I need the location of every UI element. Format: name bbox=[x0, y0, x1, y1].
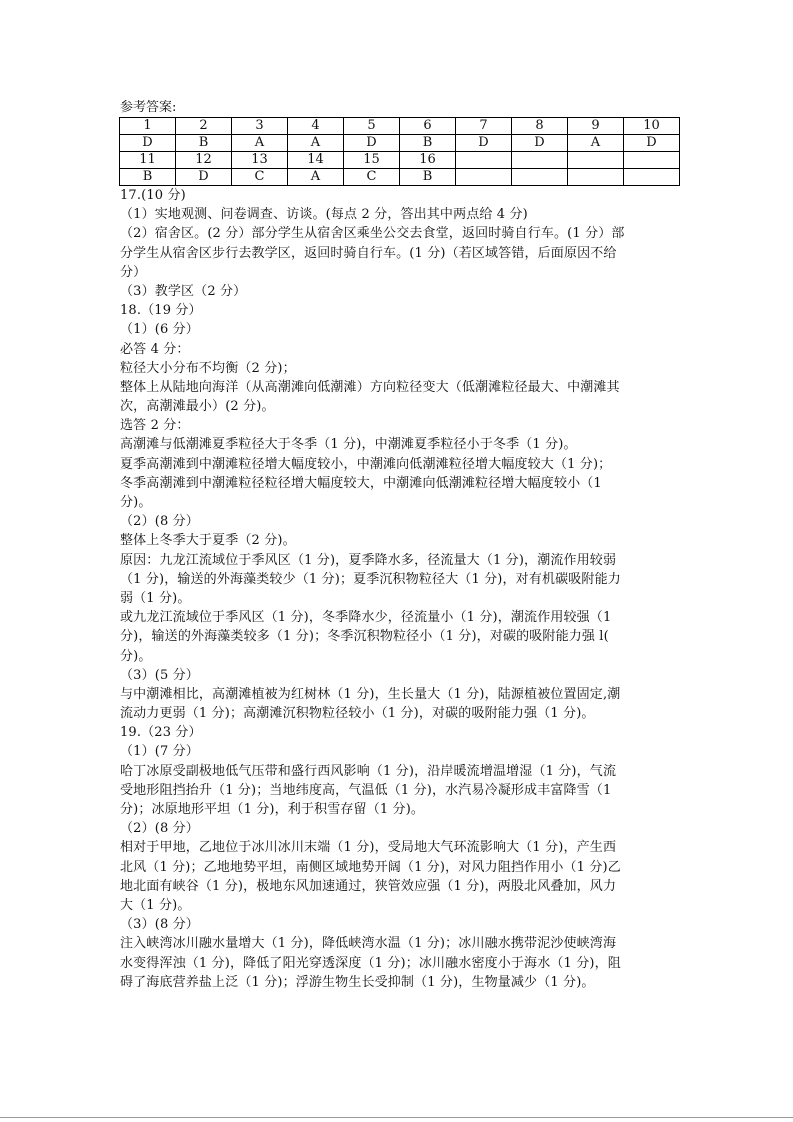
table-cell: D bbox=[512, 135, 568, 152]
table-cell: 6 bbox=[400, 118, 456, 135]
text-line: 分） bbox=[120, 264, 147, 280]
text-line: 分)。 bbox=[120, 495, 152, 510]
text-line: 哈丁冰原受副极地低气压带和盛行西风影响（1 分)，沿岸暖流增温增湿（1 分)，气流 bbox=[120, 763, 617, 779]
table-cell: 1 bbox=[120, 118, 176, 135]
text-line: 与中潮滩相比，高潮滩植被为红树林（1 分)，生长量大（1 分)，陆源植被位置固定,潮 bbox=[120, 686, 621, 702]
table-cell: 2 bbox=[176, 118, 232, 135]
table-row bbox=[120, 135, 680, 152]
table-cell: B bbox=[120, 169, 176, 186]
table-cell bbox=[456, 152, 512, 169]
text-line: 大（1 分)。 bbox=[120, 897, 191, 913]
text-line: 弱（1 分)。 bbox=[120, 590, 191, 606]
text-line: 流动力更弱（1 分)；高潮滩沉积物粒径较小（1 分)，对碳的吸附能力强（1 分)。 bbox=[120, 706, 595, 722]
text-line: 19.（23 分） bbox=[120, 725, 202, 741]
table-cell: 12 bbox=[176, 152, 232, 169]
text-line: （1）实地观测、问卷调查、访谈。(每点 2 分，答出其中两点给 4 分) bbox=[120, 207, 528, 223]
table-cell: 13 bbox=[232, 152, 288, 169]
table-row bbox=[120, 169, 680, 186]
text-line: （2）(8 分） bbox=[120, 821, 199, 837]
table-cell: D bbox=[344, 135, 400, 152]
text-line: 分)；冰原地形平坦（1 分)，利于积雪存留（1 分)。 bbox=[120, 802, 425, 817]
table-row bbox=[120, 118, 680, 135]
answer-table bbox=[119, 117, 680, 186]
table-cell: A bbox=[288, 169, 344, 186]
table-cell: B bbox=[400, 169, 456, 186]
text-line: 18.（19 分） bbox=[120, 303, 202, 319]
page-bottom-rule bbox=[0, 1117, 793, 1118]
page-title: 参考答案: bbox=[120, 100, 177, 115]
table-cell: 4 bbox=[288, 118, 344, 135]
text-line: 高潮滩与低潮滩夏季粒径大于冬季（1 分)，中潮滩夏季粒径小于冬季（1 分)。 bbox=[120, 437, 577, 453]
text-line: 相对于甲地，乙地位于冰川冰川末端（1 分)，受局地大气环流影响大（1 分)，产生西 bbox=[120, 840, 617, 856]
answer-document bbox=[120, 98, 680, 992]
table-cell bbox=[512, 169, 568, 186]
text-line: 受地形阻挡抬升（1 分)；当地纬度高，气温低（1 分)，水汽易冷凝形成丰富降雪（1 bbox=[120, 782, 612, 798]
table-cell bbox=[568, 169, 624, 186]
text-line: 粒径大小分布不均衡（2 分)； bbox=[120, 360, 296, 376]
answer-table-body bbox=[120, 118, 680, 186]
text-line: 次，高潮滩最小）(2 分)。 bbox=[120, 399, 275, 415]
table-cell: 11 bbox=[120, 152, 176, 169]
table-cell bbox=[568, 152, 624, 169]
table-cell: B bbox=[400, 135, 456, 152]
table-cell bbox=[624, 169, 680, 186]
table-cell: 5 bbox=[344, 118, 400, 135]
text-line: （2）宿舍区。(2 分）部分学生从宿舍区乘坐公交去食堂，返回时骑自行车。(1 分）部 bbox=[120, 226, 625, 242]
table-cell: 15 bbox=[344, 152, 400, 169]
text-line: 分)，输送的外海藻类较多（1 分)；冬季沉积物粒径小（1 分)，对碳的吸附能力强 l( bbox=[120, 629, 609, 645]
text-line: 必答 4 分： bbox=[120, 341, 190, 357]
text-line: 整体上冬季大于夏季（2 分)。 bbox=[120, 533, 296, 549]
table-cell: C bbox=[344, 169, 400, 186]
table-cell: A bbox=[232, 135, 288, 152]
text-line: （1）(6 分） bbox=[120, 322, 199, 338]
table-cell: 8 bbox=[512, 118, 568, 135]
text-line: 或九龙江流域位于季风区（1 分)，冬季降水少，径流量小（1 分)，潮流作用较强（1 bbox=[120, 610, 612, 626]
text-line: （1 分)，输送的外海藻类较少（1 分)；夏季沉积物粒径大（1 分)，对有机碳吸附能力 bbox=[120, 571, 621, 587]
text-line: 分)。 bbox=[120, 648, 152, 664]
table-cell: 3 bbox=[232, 118, 288, 135]
table-cell: B bbox=[176, 135, 232, 152]
text-line: 选答 2 分： bbox=[120, 418, 190, 434]
table-cell: D bbox=[456, 135, 512, 152]
table-cell: 7 bbox=[456, 118, 512, 135]
table-cell: 14 bbox=[288, 152, 344, 169]
table-cell: 16 bbox=[400, 152, 456, 169]
text-line: （1）(7 分） bbox=[120, 744, 199, 760]
table-cell bbox=[512, 152, 568, 169]
text-line: （3）教学区（2 分） bbox=[120, 283, 247, 299]
table-cell: A bbox=[288, 135, 344, 152]
text-line: 整体上从陆地向海洋（从高潮滩向低潮滩）方向粒径变大（低潮滩粒径最大、中潮滩其 bbox=[120, 379, 620, 395]
table-cell bbox=[456, 169, 512, 186]
text-line: 地北面有峡谷（1 分)，极地东风加速通过，狭管效应强（1 分)，两股北风叠加，风力 bbox=[120, 878, 617, 894]
table-cell bbox=[624, 152, 680, 169]
text-line: （3）(8 分） bbox=[120, 917, 199, 933]
text-line: 原因：九龙江流域位于季风区（1 分)，夏季降水多，径流量大（1 分)，潮流作用较弱 bbox=[120, 552, 617, 568]
table-cell: C bbox=[232, 169, 288, 186]
text-line: 分学生从宿舍区步行去教学区，返回时骑自行车。(1 分)（若区域答错，后面原因不给 bbox=[120, 245, 617, 261]
table-cell: 10 bbox=[624, 118, 680, 135]
table-row bbox=[120, 152, 680, 169]
table-cell: D bbox=[176, 169, 232, 186]
text-line: 北风（1 分)；乙地地势平坦，南侧区域地势开阔（1 分)，对风力阻挡作用小（1 分)乙 bbox=[120, 859, 621, 875]
text-line: 夏季高潮滩到中潮滩粒径增大幅度较小，中潮滩向低潮滩粒径增大幅度较大（1 分)； bbox=[120, 456, 612, 472]
text-line: （3）(5 分） bbox=[120, 667, 199, 683]
text-line: 碍了海底营养盐上泛（1 分)；浮游生物生长受抑制（1 分)，生物量减少（1 分)。 bbox=[120, 974, 595, 990]
text-line: （2）(8 分） bbox=[120, 514, 199, 530]
text-line: 注入峡湾冰川融水量增大（1 分)，降低峡湾水温（1 分)；冰川融水携带泥沙使峡湾海 bbox=[120, 936, 617, 952]
table-cell: 9 bbox=[568, 118, 624, 135]
answer-explanations bbox=[120, 186, 680, 992]
table-cell: D bbox=[624, 135, 680, 152]
text-line: 17.(10 分) bbox=[120, 188, 186, 203]
table-cell: A bbox=[568, 135, 624, 152]
table-cell: D bbox=[120, 135, 176, 152]
text-line: 冬季高潮滩到中潮滩粒径粒径增大幅度较大，中潮滩向低潮滩粒径增大幅度较小（1 bbox=[120, 475, 602, 491]
text-line: 水变得浑浊（1 分)，降低了阳光穿透深度（1 分)；冰川融水密度小于海水（1 分)，阻 bbox=[120, 955, 621, 971]
